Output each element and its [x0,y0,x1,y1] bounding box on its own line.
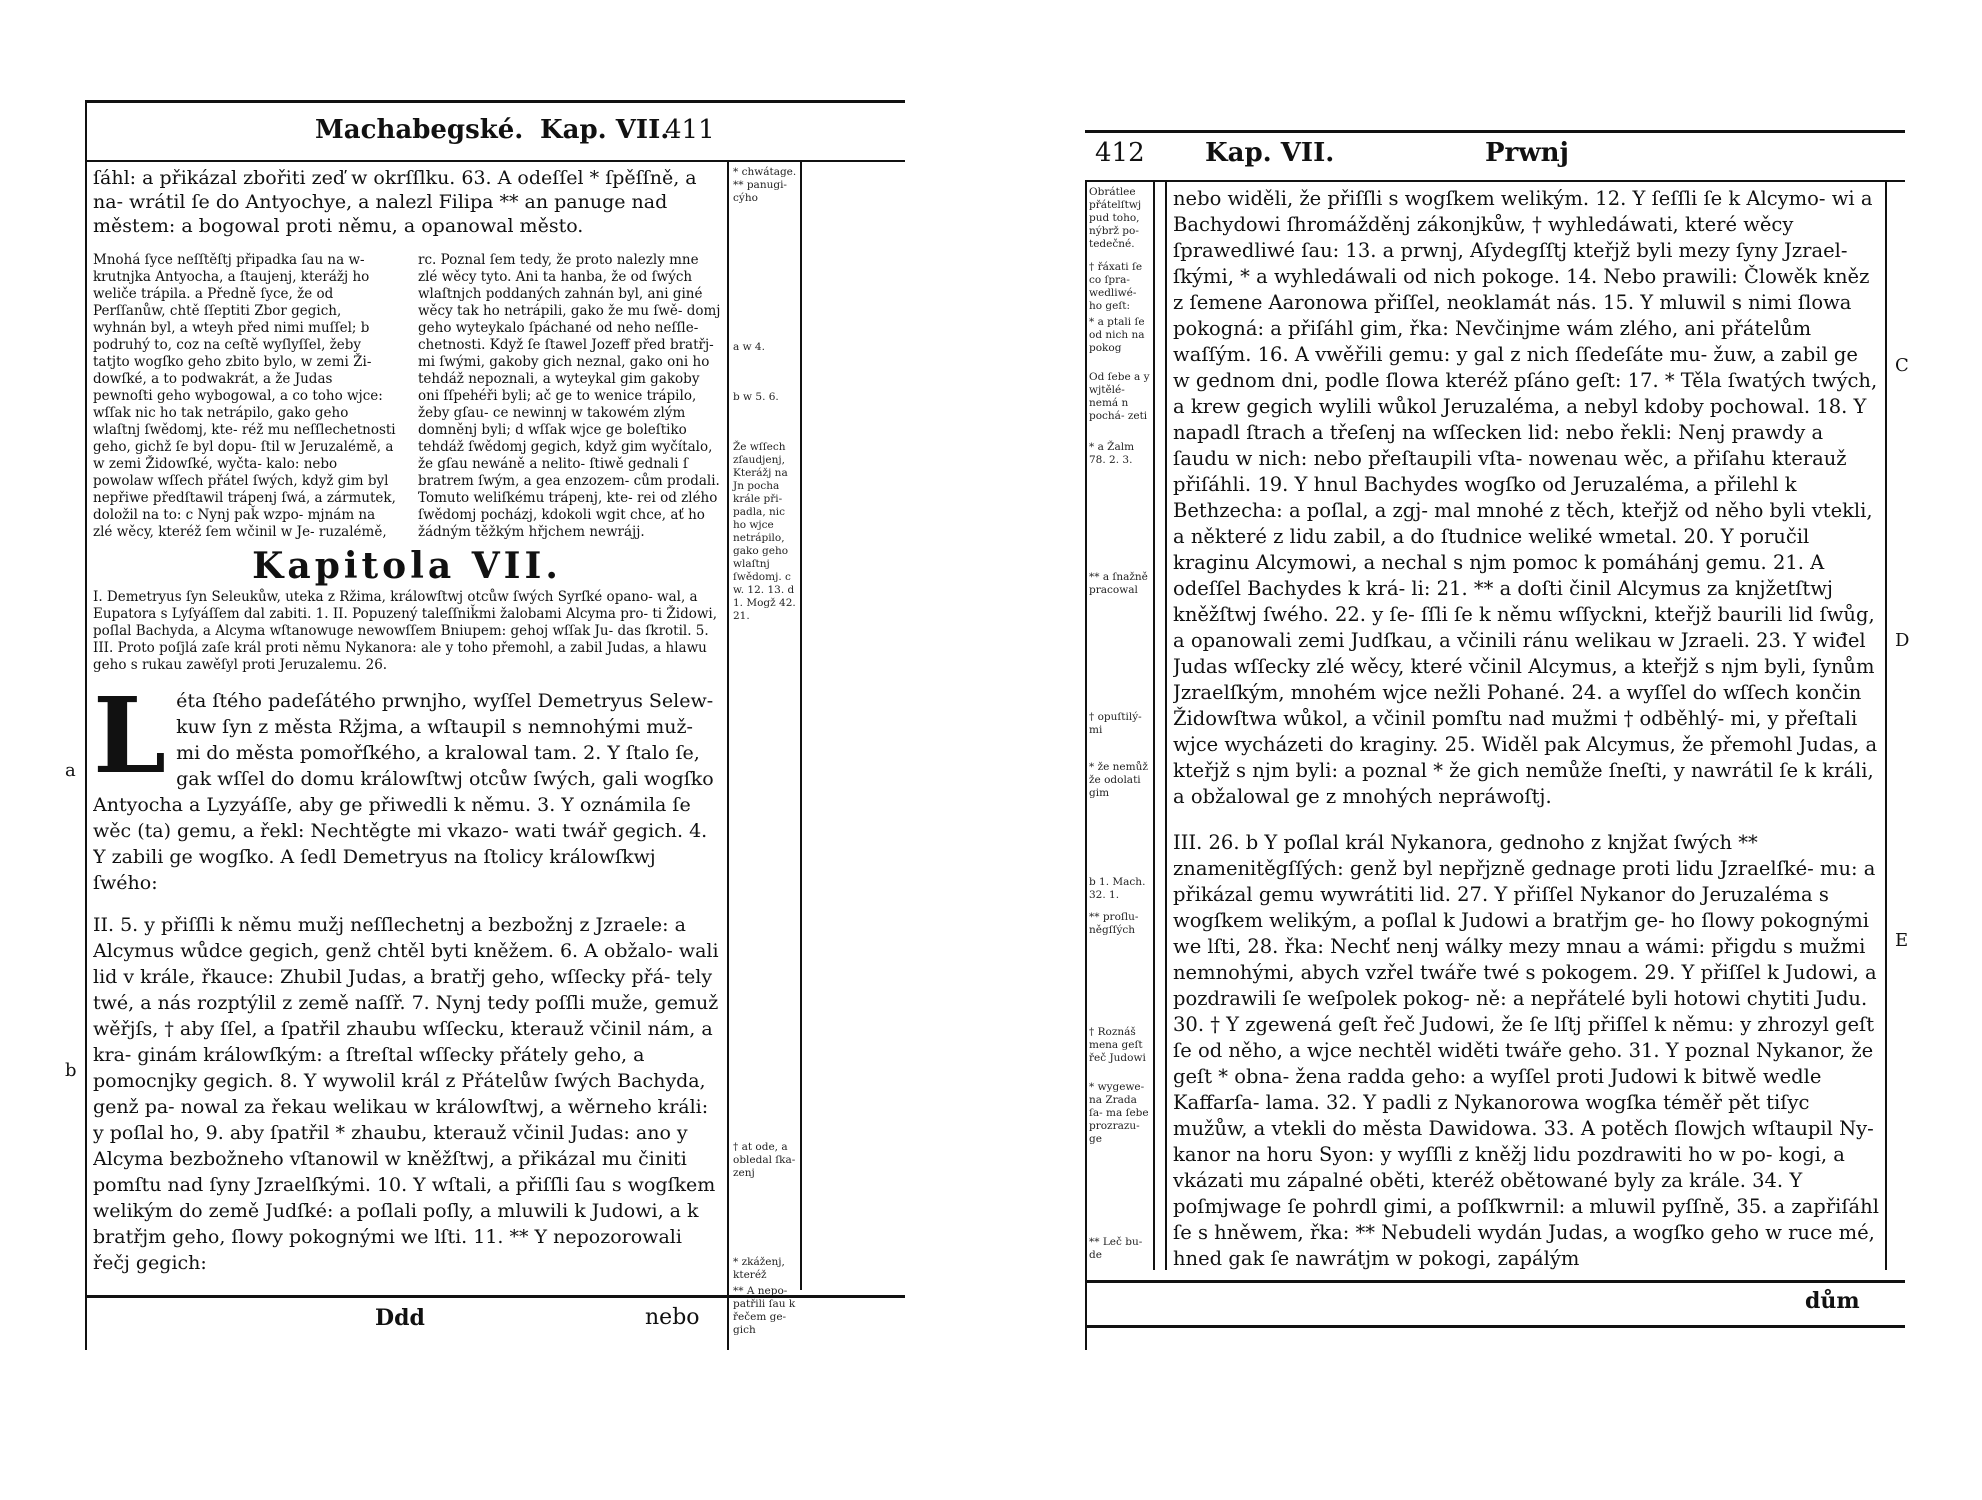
text-column [1173,186,1879,1276]
chapter-label: Kap. VII. [1205,138,1335,168]
running-head [1085,138,1905,178]
paragraph-2: II. 5. y přiſſli k němu mužj neſſlechetnj a bezbožnj z Jzraele: a Alcymus wůdce gegich, genž chtěl byti kněžem. 6. A obžalo- wali lid v krále, řkauce: Zhubil Judas, a bratřj geho, wſſecky přá- tely twé, a nás rozptýlil z země naſſř. 7. Nynj tedy poſſli muže, gemuž wěřjſs, † aby ſſel, a ſpatřil zhaubu wſſecku, kterauž včinil nám, a kra- ginám králowſkým: a ſtreſtal wſſecky přátely geho, a pomocnjky gegich. 8. Y wywolil král z Přátelůw ſwých Bachyda, genž pa- nowal za řekau welikau w králowſtwj, a wěrneho králi: y poſlal ho, 9. aby ſpatřil * zhaubu, kterauž včinil Judas: ano y Alcyma bezbožneho vſtanowil w kněžſtwj, a přikázal mu činiti pomſtu nad ſyny Jzraelſkými. 10. Y wſtali, a přiſſli ſau s wogſkem welikým do země Judſké: a poſlali poſly, a mluwili k Judowi, a k bratřjm geho, ſlowy pokognými we lſti. 11. ** Y nepozorowali řečj gegich: [93,914,719,1274]
column-rule-right [1885,180,1887,1270]
note-9: b 1. Mach. 32. 1. [1089,876,1146,901]
note-2: † řáxati ſe co ſpra- wedliwé- ho geſt: [1089,261,1143,312]
footer-rule [1085,1325,1905,1328]
note-5: † at ode, a obledal ſka- zenj [733,1141,796,1179]
chapter-label: Kap. VII. [540,115,670,145]
commentary-text: Mnohá ſyce neſſtěſtj připadka ſau na w- krutnjka Antyocha, a ſtaujenj, kterážj ho weliče trápila. a Předně ſyce, že od Perſſanůw, chtě ſſeptiti Zbor gegich, wyhnán byl, a wteyh před nimi muſſel; b podruhý to, coz na ceſtě wyſlyſſel, žeby tatjto wogſko geho zbito bylo, w zemi Ži- dowſké, a to podwakrát, a že Judas pewnoſti geho wybogowal, a co toho wjce: wſſak nic ho tak netrápilo, gako geho wlaſtnj ſwědomj, kte- réž mu neſſlechetnosti geho, gichž ſe byl dopu- ſtil w Jeruzalémě, a w zemi Židowſké, wyčta- kalo: nebo powolaw wſſech přátel ſwých, když gim byl nepřiwe předſtawil trápenj ſwá, a zármutek, doložil na to: c Nynj paǩ wzpo- mjnám na zlé wěcy, kteréž ſem wčinil w Je- ruzalémě, rc. Poznal ſem tedy, že proto nalezly mne zlé wěcy tyto. Ani ta hanba, že od ſwých wlaſtnjch poddaných zahnán byl, ani giné wěcy tak ho netrápili, gako že mu ſwě- domj geho wyteykalo ſpáchané od neho neſſle- chetnosti. Když ſe ſtawel Jozeff před bratřj- mi ſwými, gakoby gich neznal, gako oni ho tehdáž nepoznali, a wyteykal gim gakoby oni ſſpehéři byli; ač ge to wenice trápilo, žeby gſau- ce newinnj w takowém zlým domněnj byli; d wſſak wjce ge boleſtiko tehdáž ſwědomj gegich, když gim wyčítalo, že gſau newáně a nelito- ſtiwě gednali ſ bratrem ſwým, a gea enzozem- cům prodali. Tomuto weliſkému trápenj, kte- rei od zlého ſwědomj pocházj, kdokoli wgit chce, ať ho žádným těžkým hřjchem newrájj. [93,252,721,540]
column-rule-notes-inner [1165,180,1167,1270]
header-rule [85,160,905,162]
note-1: * chwátage. ** panugi- cýho [733,166,797,204]
column-rule-notes [727,160,729,1350]
note-4: Že wſſech zſaudjenj, Kterážj na Jn pocha krále při- padla, nic ho wjce netrápilo, gako geho wlaſtnj ſwědomj. c w. 12. 13. d 1. Mogž 42. 21. [733,441,796,622]
column-rule-notes [1153,180,1155,1270]
running-head [85,115,905,155]
note-8: * že nemůž že odolati gim [1089,761,1148,799]
note-5: * a Žalm 78. 2. 3. [1089,441,1135,466]
note-11: † Roznáš mena geſt řeč Judowi [1089,1026,1146,1064]
paragraph-1-text: éta ſtého padeſátého prwnjho, wyſſel Demetryus Selew- kuw ſyn z města Ržjma, a wſtaupil s nemnohými muž- mi do města pomořſkého, a kralowal tam. 2. Y ſtalo ſe, gak wſſel do domu králowſtwj otcůw ſwých, gali wogſko Antyocha a Lyzyáſſe, aby ge přiwedli k němu. 3. Y oznámila ſe wěc (ta) gemu, a řekl: Nechtěgte mi vkazo- wati twář gegich. 4. Y zabili ge wogſko. A ſedl Demetryus na ſtolicy králowſkwj ſwého: [93,690,714,894]
catchword: dům [1805,1288,1860,1314]
signature-mark: Ddd [375,1305,425,1331]
paragraph-1: nebo widěli, že přiſſli s wogſkem welikým. 12. Y ſeſſli ſe k Alcymo- wi a Bachydowi ſhromážděnj zákonjkůw, † wyhledáwati, které wěcy ſprawedliwé ſau: 13. a prwnj, Aſydegſſtj kteřjž byli mezy ſyny Jzrael- ſkými, * a wyhledáwali od nich pokoge. 14. Nebo prawili: Člowěk kněz z ſemene Aaronowa přiſſel, neoklamát nás. 15. Y mluwil s nimi ſlowa pokogná: a přiſáhl gim, řka: Nevčinjme wám zlého, ani přátelům waſſým. 16. A vwěřili gemu: y gal z nich ſſedeſáte mu- žuw, a zabil ge w gednom dni, podle ſlowa kteréž pſáno geſt: 17. * Těla ſwatých twých, a krew gegich wylili wůkol Jeruzaléma, a nebyl kdoby pochowal. 18. Y napadl ſtrach a třeſenj na wſſecken lid: nebo řekli: Nenj prawdy a ſaudu w nich: nebo přeſtaupili vſta- nowenau wěc, a přiſahu kterauž přiſáhli. 19. Y hnul Bachydes wogſko od Jeruzaléma, a přilehl k Bethzecha: a poſlal, a zgj- mal mnohé z těch, kteřjž od něho byli vtekli, a některé z lidu zabil, a do ſtudnice weliké wmetal. 20. Y poručil kraginu Alcymowi, a nechal s njm pomoc k pomáhánj gemu. 21. A odeſſel Bachydes k krá- li: 21. ** a doſti činil Alcymus za knjžetſtwj kněžſtwj ſwého. 22. y ſe- ſſli ſe k němu wſſyckni, kteřjž baurili lid ſwůg, a opanowali zemi Judſkau, a včinili ránu welikau w Jzraeli. 23. Y wiđel Judas wſſecky zlé wěcy, které včinil Alcymus, a kteřjž s njm byli, ſynům Jzraelſkým, mnohém wjce nežli Pohané. 24. a wyſſel do wſſech končin Židowſtwa wůkol, a včinil pomſtu nad mužmi † odběhlý- mi, y přeſtali wjce wycházeti do kraginy. 25. Widěl pak Alcymus, že přemohl Judas, a kteřjž s njm byli: a poznal * že gich nemůže ſneſti, y nawrátil ſe k králi, a obžalowal ge z mnohých nepráwoſtj. [1173,187,1878,808]
verse-block: ſáhl: a přikázal zbořiti zeď w okrſſlku. 63. A odeſſel * ſpěſſně, a na- wrátil ſe do Antyochye, a nalezl Filipa ** an panuge nad městem: a bogowal proti němu, a opanowal město. [93,167,697,237]
note-6: ** a ſnažně pracowal [1089,571,1148,596]
margin-letter-d: D [1895,630,1910,651]
chapter-heading: Kapitola VII. [252,545,562,587]
margin-letter-b: b [65,1060,77,1081]
column-rule-left [1085,180,1087,1350]
note-2: a w 4. [733,341,765,353]
bottom-rule [85,1295,905,1298]
note-1: Obrátlee přátelſtwj pud toho, nýbrž po- tedečné. [1089,186,1142,250]
right-page [1085,100,1910,1350]
text-column [93,166,721,1286]
page-number: 411 [665,115,715,145]
paragraph-1 [93,674,721,896]
note-7: † opuſtilý- mi [1089,711,1142,736]
bottom-rule [1085,1280,1905,1283]
margin-letter-a: a [65,760,76,781]
running-title: Machabegské. [315,115,524,145]
marginal-notes [1089,186,1151,1276]
note-10: ** proſlu- něgſſých [1089,911,1139,936]
drop-cap: L [93,674,167,797]
note-13: ** Leč bu- de [1089,1236,1143,1261]
chapter-summary: I. Demetryus ſyn Seleukůw, uteka z Ržima, králowſtwj otcůw ſwých Syrſké opano- wal, a Eupatora s Lyſyáſſem dal zabiti. 1. II. Popuzený taleſſniǩmi žalobami Alcyma pro- ti Židowi, poſlal Bachyda, a Alcyma wſtanowuge newowſſem Bniupem: gehoj wſſak Ju- das ſkrotil. 5. III. Proto poſjlá zaſe král proti němu Nykanora: ale y toho přemohl, a zabil Judas, a hlawu geho s rukau zawěſyl proti Jeruzalemu. 26. [93,589,718,673]
left-page [65,100,905,1350]
page-number: 412 [1095,138,1145,168]
running-title: Prwnj [1485,138,1569,168]
commentary [93,252,721,541]
column-rule-right [800,160,802,1290]
header-rule [1085,180,1905,182]
note-7: ** A nepo- patřili ſau k řečem ge- gich [733,1285,796,1336]
note-12: * wygewe- na Zrada ſa- ma ſebe prozrazu- ge [1089,1081,1149,1145]
note-6: * zkáženj, kteréž [733,1256,785,1281]
top-rule [85,100,905,103]
catchword: nebo [645,1305,700,1330]
marginal-notes [733,166,797,1286]
top-rule [1085,130,1905,133]
note-3: * a ptali ſe od nich na pokog [1089,316,1145,354]
margin-letter-e: E [1895,930,1909,951]
note-4: Od ſebe a y wjtělé- nemá n pochá- zeti [1089,371,1150,422]
paragraph-2: III. 26. b Y poſlal král Nykanora, gednoho z knjžat ſwých ** znamenitěgſſých: genž byl nepřjzně gednage proti lidu Jzraelſké- mu: a přikázal gemu wywrátiti lid. 27. Y přiſſel Nykanor do Jeruzaléma s wogſkem welikým, a poſlal k Judowi a bratřjm ge- ho ſlowy pokognými we lſti, 28. řka: Nechť nenj wálky mezy mnau a wámi: přigdu s mužmi nemnohými, abych vzřel twáře twé s pokogem. 29. Y přiſſel k Judowi, a pozdrawili ſe weſpolek pokog- ně: a nepřátelé byli hotowi chytiti Judu. 30. † Y zgewená geſt řeč Judowi, že ſe lſtj přiſſel k němu: y zhrozyl geſt ſe od něho, a wjce nechtěl widěti twáře geho. 31. Y poznal Nykanor, že geſt * obna- žena radda geho: a wyſſel proti Judowi k bitwě wedle Kaffarſa- lama. 32. Y padli z Nykanorowa wogſka téměř pět tiſyc mužůw, a vtekli do města Dawidowa. 33. A potěch ſlowjch wſtaupil Ny- kanor na horu Syon: y wyſſli z kněžj lidu pozdrawiti ho w po- kogi, a vkázati mu zápalné oběti, kteréž obětowané byly za krále. 34. Y poſmjwage ſe pohrdl gimi, a poſſkwrnil: a mluwil pyſſně, 35. a zapřiſáhl ſe s hněwem, řka: ** Nebudeli wydán Judas, a wogſko geho w ruce mé, hned gak ſe nawrátjm w pokogi, zapálým [1173,831,1879,1270]
margin-letter-c: C [1895,355,1909,376]
note-3: b w 5. 6. [733,391,779,403]
column-rule-left [85,100,87,1350]
